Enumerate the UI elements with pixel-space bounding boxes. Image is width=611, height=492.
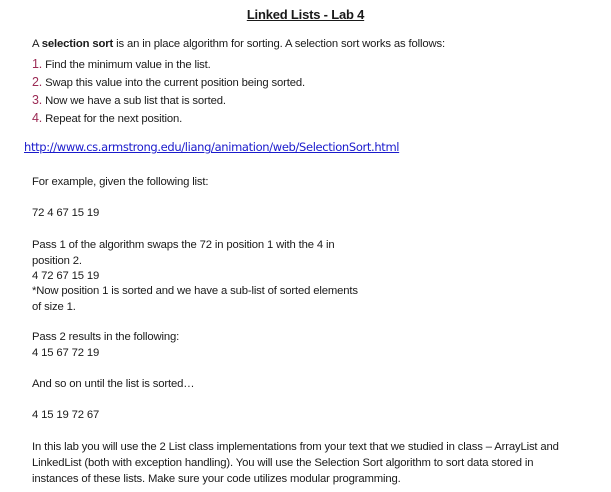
step-number: 3. [32, 93, 43, 107]
initial-list: 72 4 67 15 19 [32, 207, 100, 219]
pass1-line2: position 2. [32, 255, 82, 267]
step-number: 4. [32, 111, 43, 125]
pass1-list: 4 72 67 15 19 [32, 270, 100, 282]
document-title: Linked Lists - Lab 4 [246, 7, 365, 22]
intro-bold-term: selection sort [41, 38, 114, 50]
step-text: Find the minimum value in the list. [45, 59, 211, 71]
pass2-list: 4 15 67 72 19 [32, 347, 100, 359]
closing-line1: In this lab you will use the 2 List class implementations from your text that we studied in class – ArrayList and [32, 441, 559, 453]
closing-line2: LinkedList (both with exception handling). You will use the Selection Sort algorithm to sort data stored in [32, 457, 534, 469]
example-intro: For example, given the following list: [32, 176, 209, 188]
algorithm-steps-list [32, 55, 305, 127]
pass1-line1: Pass 1 of the algorithm swaps the 72 in position 1 with the 4 in [32, 239, 335, 251]
intro-prefix: A [32, 38, 42, 50]
intro-paragraph [32, 38, 445, 50]
step-text: Repeat for the next position. [45, 113, 183, 125]
closing-line3: instances of these lists. Make sure your code utilizes modular programming. [32, 473, 401, 485]
intro-suffix: is an in place algorithm for sorting. A selection sort works as follows: [113, 38, 445, 50]
step-number: 2. [32, 75, 43, 89]
step-text: Now we have a sub list that is sorted. [45, 95, 226, 107]
selection-sort-animation-link[interactable]: http://www.cs.armstrong.edu/liang/animation/web/SelectionSort.html [24, 140, 400, 154]
pass2-text: Pass 2 results in the following: [32, 331, 180, 343]
step-item [32, 91, 305, 109]
and-so-on-text: And so on until the list is sorted… [32, 378, 195, 390]
step-item [32, 55, 305, 73]
step-number: 1. [32, 57, 43, 71]
step-text: Swap this value into the current position being sorted. [45, 77, 306, 89]
step-item [32, 109, 305, 127]
final-list: 4 15 19 72 67 [32, 409, 100, 421]
step-item [32, 73, 305, 91]
pass1-note-line1: *Now position 1 is sorted and we have a sub-list of sorted elements [32, 285, 358, 297]
pass1-note-line2: of size 1. [32, 301, 76, 313]
